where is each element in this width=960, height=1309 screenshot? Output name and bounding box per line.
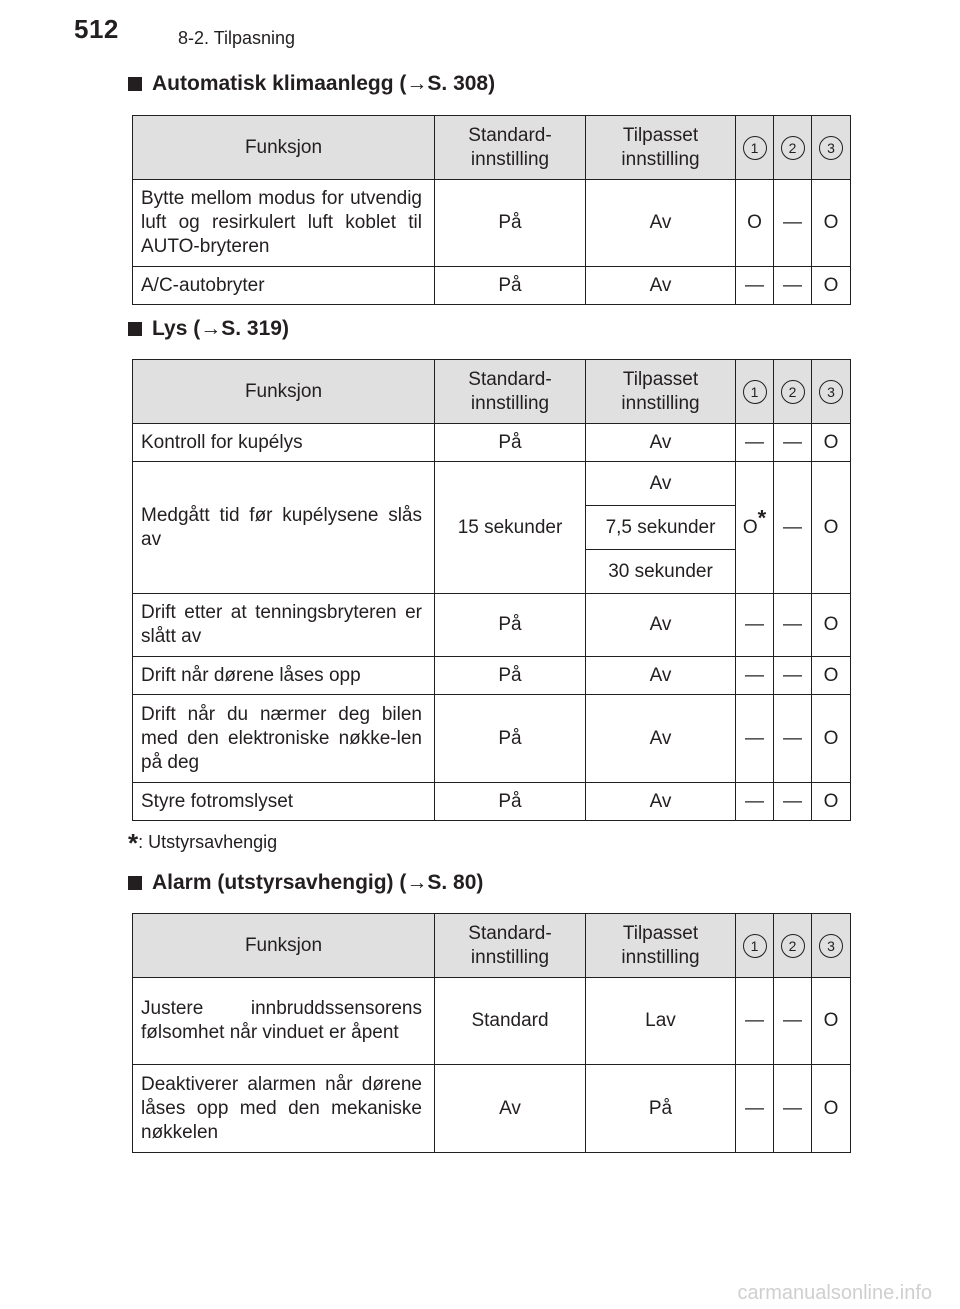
table-row xyxy=(133,783,851,821)
mode-2-cell: — xyxy=(774,424,812,462)
mode-1-cell: — xyxy=(736,594,774,657)
column-header-2 xyxy=(774,360,812,424)
function-cell: Deaktiverer alarmen når dørene låses opp med den mekaniske nøkkelen xyxy=(133,1065,435,1153)
mode-1-cell: — xyxy=(736,783,774,821)
section-heading-climate xyxy=(128,72,495,96)
mode-1-cell: — xyxy=(736,1065,774,1153)
mode-2-cell: — xyxy=(774,978,812,1065)
table-header-row xyxy=(133,116,851,180)
section-heading-text: Lys (→S. 319) xyxy=(152,317,289,340)
column-header-default: Standard- innstilling xyxy=(435,914,586,978)
mode-3-cell: O xyxy=(812,462,851,594)
column-header-2 xyxy=(774,116,812,180)
column-header-custom: Tilpasset innstilling xyxy=(586,914,736,978)
column-header-3 xyxy=(812,914,851,978)
column-header-function: Funksjon xyxy=(133,360,435,424)
mode-1-cell: — xyxy=(736,695,774,783)
mode-1-cell: O xyxy=(736,180,774,267)
circled-2-icon: 2 xyxy=(781,934,805,958)
function-cell: Bytte mellom modus for utvendig luft og resirkulert luft koblet til AUTO-bryteren xyxy=(133,180,435,267)
footnote xyxy=(128,828,277,859)
custom-cell: Av xyxy=(586,695,736,783)
mode-2-cell: — xyxy=(774,1065,812,1153)
circled-1-icon: 1 xyxy=(743,934,767,958)
mode-1-cell: — xyxy=(736,657,774,695)
mode-2-cell: — xyxy=(774,695,812,783)
table-header-row xyxy=(133,360,851,424)
column-header-1 xyxy=(736,914,774,978)
function-cell: Drift når du nærmer deg bilen med den elektroniske nøkke-len på deg xyxy=(133,695,435,783)
function-cell: Styre fotromslyset xyxy=(133,783,435,821)
mode-1-cell: — xyxy=(736,424,774,462)
footnote-star: * xyxy=(128,828,139,858)
mode-3-cell: O xyxy=(812,180,851,267)
custom-cell: På xyxy=(586,1065,736,1153)
function-cell: Justere innbruddssensorens følsomhet når vinduet er åpent xyxy=(133,978,435,1065)
mode-2-cell: — xyxy=(774,180,812,267)
mode-2-cell: — xyxy=(774,657,812,695)
lights-table xyxy=(132,359,851,821)
column-header-1 xyxy=(736,116,774,180)
table-row xyxy=(133,594,851,657)
custom-cell: 7,5 sekunder xyxy=(586,506,736,550)
custom-cell: Av xyxy=(586,462,736,506)
custom-cell: Av xyxy=(586,657,736,695)
default-cell: Standard xyxy=(435,978,586,1065)
column-header-default: Standard- innstilling xyxy=(435,116,586,180)
column-header-3 xyxy=(812,116,851,180)
circled-1-icon: 1 xyxy=(743,136,767,160)
section-heading-alarm xyxy=(128,871,483,895)
section-heading-text: Alarm (utstyrsavhengig) (→S. 80) xyxy=(152,871,484,894)
section-heading-lights xyxy=(128,317,289,341)
mode-3-cell: O xyxy=(812,1065,851,1153)
footnote-marker: * xyxy=(757,505,767,531)
column-header-1 xyxy=(736,360,774,424)
mode-3-cell: O xyxy=(812,978,851,1065)
table-row xyxy=(133,695,851,783)
climate-table xyxy=(132,115,851,305)
mode-3-cell: O xyxy=(812,594,851,657)
column-header-2 xyxy=(774,914,812,978)
column-header-function: Funksjon xyxy=(133,116,435,180)
default-cell: På xyxy=(435,180,586,267)
default-cell: På xyxy=(435,594,586,657)
function-cell: Drift når dørene låses opp xyxy=(133,657,435,695)
table-header-row xyxy=(133,914,851,978)
circled-1-icon: 1 xyxy=(743,380,767,404)
page-number: 512 xyxy=(74,14,119,44)
mode-3-cell: O xyxy=(812,267,851,305)
default-cell: Av xyxy=(435,1065,586,1153)
mode-1-cell xyxy=(736,462,774,594)
custom-cell: Av xyxy=(586,594,736,657)
custom-cell: Av xyxy=(586,783,736,821)
function-cell: Medgått tid før kupélysene slås av xyxy=(133,462,435,594)
default-cell: På xyxy=(435,657,586,695)
circled-2-icon: 2 xyxy=(781,136,805,160)
custom-cell: Av xyxy=(586,424,736,462)
default-cell: På xyxy=(435,783,586,821)
function-cell: Kontroll for kupélys xyxy=(133,424,435,462)
watermark: carmanualsonline.info xyxy=(737,1282,932,1304)
table-row xyxy=(133,978,851,1065)
table-row xyxy=(133,1065,851,1153)
column-header-default: Standard- innstilling xyxy=(435,360,586,424)
running-head: 8-2. Tilpasning xyxy=(178,28,296,48)
function-cell: Drift etter at tenningsbryteren er slått av xyxy=(133,594,435,657)
column-header-custom: Tilpasset innstilling xyxy=(586,360,736,424)
mode-1-cell: — xyxy=(736,978,774,1065)
default-cell: På xyxy=(435,695,586,783)
custom-cell: Av xyxy=(586,267,736,305)
square-bullet-icon xyxy=(128,77,142,91)
custom-cell: 30 sekunder xyxy=(586,550,736,594)
mode-2-cell: — xyxy=(774,783,812,821)
mode-3-cell: O xyxy=(812,424,851,462)
default-cell: På xyxy=(435,267,586,305)
section-heading-text: Automatisk klimaanlegg (→S. 308) xyxy=(152,72,496,95)
mode-2-cell: — xyxy=(774,462,812,594)
custom-cell: Av xyxy=(586,180,736,267)
custom-cell: Lav xyxy=(586,978,736,1065)
default-cell: 15 sekunder xyxy=(435,462,586,594)
mode-2-cell: — xyxy=(774,267,812,305)
column-header-custom: Tilpasset innstilling xyxy=(586,116,736,180)
table-row xyxy=(133,424,851,462)
column-header-3 xyxy=(812,360,851,424)
mode-1-value: O xyxy=(742,516,758,538)
alarm-table xyxy=(132,913,851,1153)
table-row xyxy=(133,462,851,506)
square-bullet-icon xyxy=(128,322,142,336)
function-cell: A/C-autobryter xyxy=(133,267,435,305)
table-row xyxy=(133,180,851,267)
column-header-function: Funksjon xyxy=(133,914,435,978)
mode-3-cell: O xyxy=(812,695,851,783)
square-bullet-icon xyxy=(128,876,142,890)
circled-3-icon: 3 xyxy=(819,934,843,958)
table-row xyxy=(133,657,851,695)
circled-2-icon: 2 xyxy=(781,380,805,404)
footnote-text: : Utstyrsavhengig xyxy=(138,832,278,852)
default-cell: På xyxy=(435,424,586,462)
mode-1-cell: — xyxy=(736,267,774,305)
mode-2-cell: — xyxy=(774,594,812,657)
mode-3-cell: O xyxy=(812,657,851,695)
circled-3-icon: 3 xyxy=(819,136,843,160)
circled-3-icon: 3 xyxy=(819,380,843,404)
table-row xyxy=(133,267,851,305)
mode-3-cell: O xyxy=(812,783,851,821)
